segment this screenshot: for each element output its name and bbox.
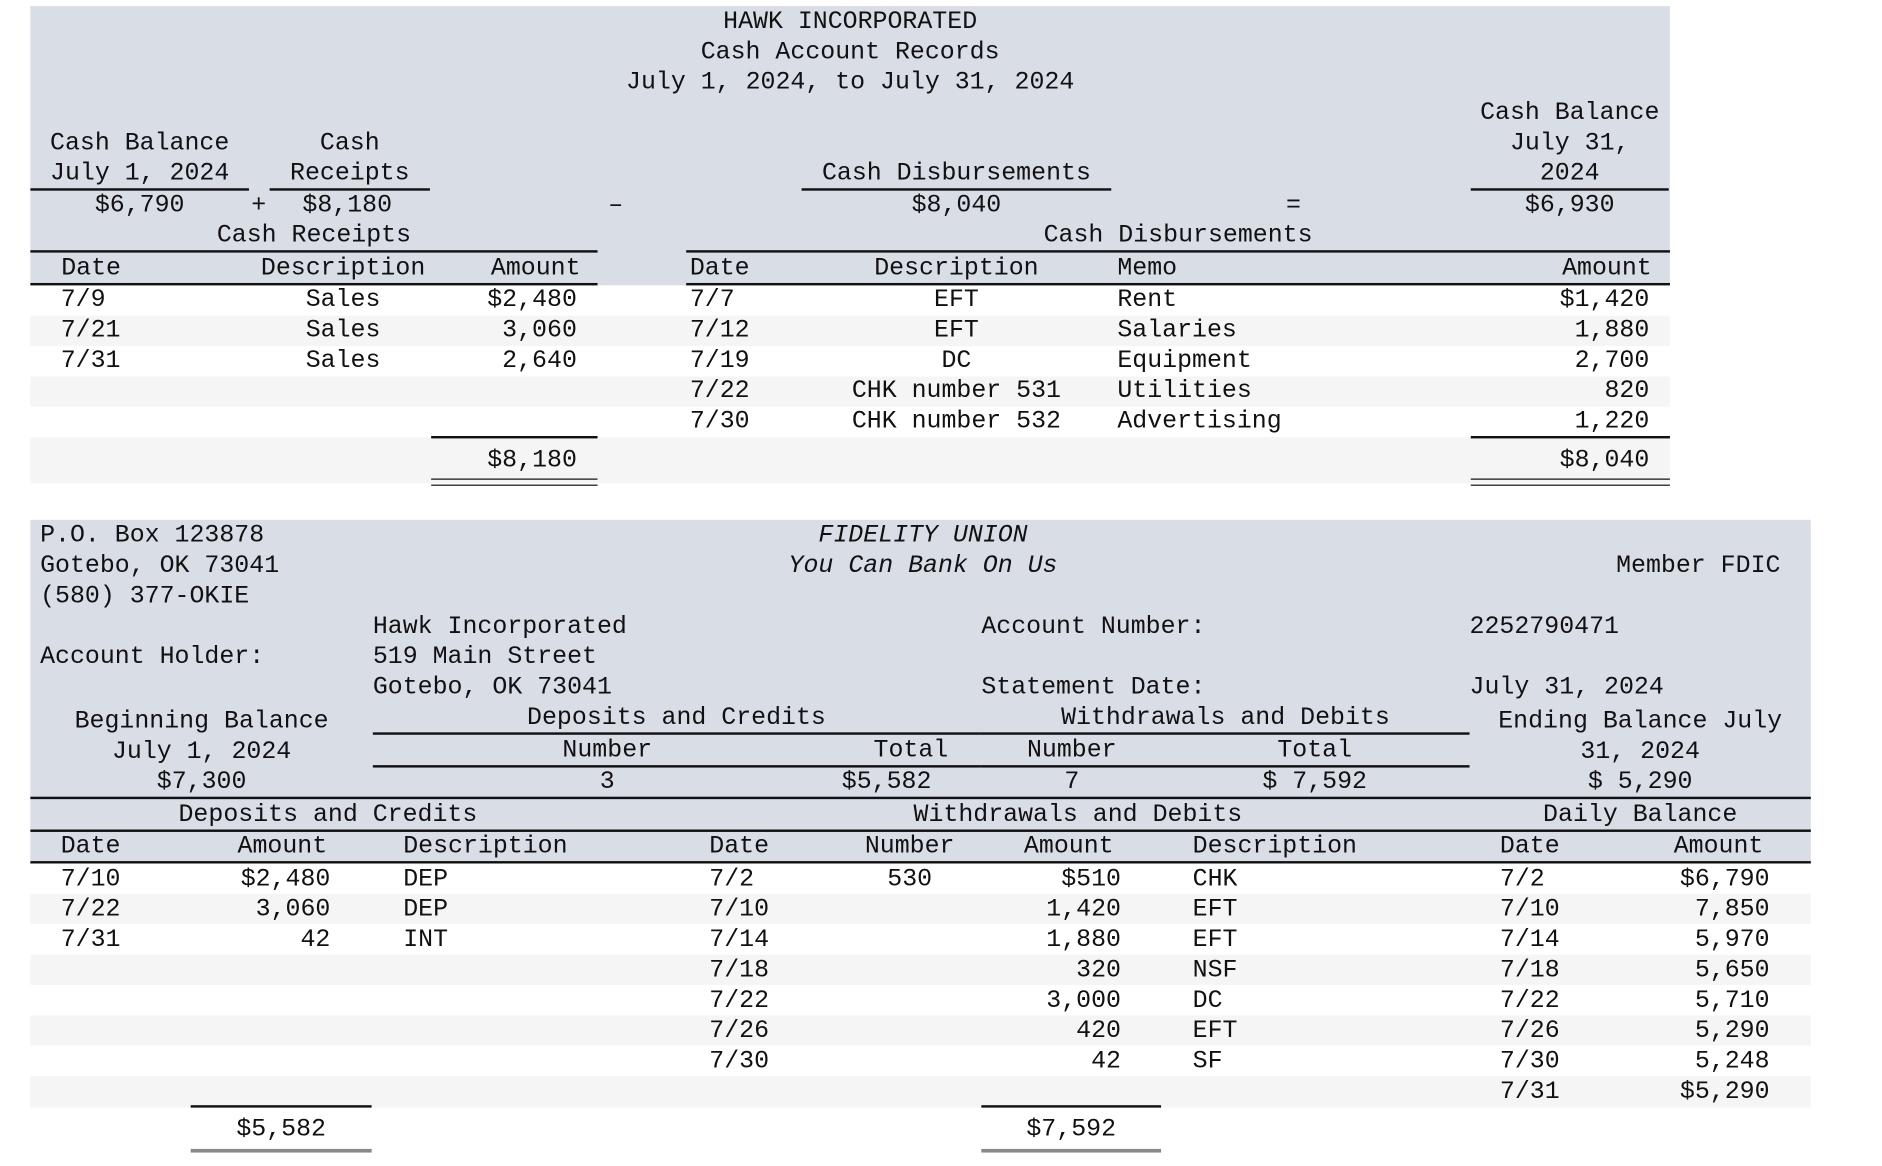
summary-withdrawals-title: Withdrawals and Debits (1061, 704, 1390, 733)
underline (686, 283, 1670, 285)
underline (373, 765, 980, 767)
withdrawal-amount: 1,420 (1046, 896, 1121, 925)
company-name: HAWK INCORPORATED (723, 8, 978, 37)
beg-balance-date: July 1, 2024 (50, 160, 230, 189)
withdrawal-date: 7/18 (709, 957, 770, 985)
receipt-amount: 2,640 (502, 347, 577, 376)
withdrawal-date: 7/26 (709, 1017, 770, 1046)
end-balance-label: Cash Balance (1480, 99, 1660, 128)
receipt-amount: 3,060 (502, 316, 577, 345)
deposit-description: DEP (403, 896, 449, 925)
receipt-description: Sales (305, 286, 381, 315)
end-balance-value: $6,930 (1524, 191, 1615, 220)
underline (980, 732, 1469, 734)
plus-sign: + (251, 191, 267, 220)
disbursements-total: $8,040 (1559, 446, 1650, 475)
minus-sign: – (608, 191, 624, 220)
deposits-total: $5,582 (841, 768, 932, 797)
underline (686, 250, 1670, 252)
withdrawal-description: DC (1192, 987, 1223, 1016)
deposit-date: 7/10 (60, 865, 121, 894)
withdrawals-total: $7,592 (1026, 1116, 1117, 1145)
daily-amount: $5,290 (1679, 1078, 1770, 1107)
disb-amount: $1,420 (1559, 286, 1650, 315)
deposit-amount: 3,060 (255, 896, 331, 925)
disb-date: 7/30 (689, 408, 750, 437)
disb-date: 7/12 (689, 316, 750, 345)
total-line (431, 436, 597, 438)
ending-balance-date: 31, 2024 (1580, 738, 1700, 767)
underline (802, 188, 1112, 190)
section-divider (30, 797, 1810, 799)
receipts-value: $8,180 (302, 191, 393, 220)
withdrawal-description: CHK (1192, 865, 1238, 894)
disb-memo: Rent (1117, 286, 1178, 315)
withdrawal-description: SF (1192, 1048, 1223, 1077)
withdrawals-header-date: Date (709, 833, 770, 862)
underline (30, 250, 597, 252)
disb-date: 7/7 (689, 286, 735, 315)
withdrawals-number: 7 (1064, 768, 1080, 797)
receipts-header-description: Description (260, 255, 426, 283)
disb-description: EFT (934, 316, 979, 345)
disb-memo: Salaries (1117, 316, 1237, 345)
beg-balance-label: Cash Balance (50, 129, 230, 158)
deposits-total-label: Total (873, 737, 949, 766)
underline (270, 188, 430, 190)
receipts-label-2: Receipts (289, 160, 410, 189)
daily-date: 7/2 (1499, 865, 1545, 894)
equals-sign: = (1285, 191, 1301, 220)
withdrawal-description: EFT (1192, 896, 1238, 925)
bank-address-line: P.O. Box 123878 (40, 522, 265, 551)
withdrawals-header-number: Number (864, 833, 955, 862)
withdrawal-description: NSF (1192, 957, 1238, 985)
disb-header-description: Description (874, 255, 1039, 283)
daily-amount: $6,790 (1679, 865, 1770, 894)
bank-address-line: Gotebo, OK 73041 (40, 552, 280, 581)
receipts-header-date: Date (61, 255, 121, 283)
disb-memo: Advertising (1117, 408, 1282, 437)
total-line (1471, 436, 1670, 438)
daily-amount: 5,970 (1694, 926, 1770, 955)
underline (980, 765, 1469, 767)
daily-header-amount: Amount (1673, 833, 1764, 862)
deposits-title: Deposits and Credits (178, 801, 478, 830)
withdrawal-amount: 3,000 (1046, 987, 1121, 1016)
daily-date: 7/30 (1499, 1048, 1560, 1077)
deposit-description: INT (403, 926, 449, 955)
disb-header-date: Date (689, 255, 750, 283)
daily-date: 7/18 (1499, 957, 1560, 985)
cash-disbursements-title: Cash Disbursements (1043, 222, 1313, 251)
disb-memo: Equipment (1117, 347, 1252, 376)
receipt-date: 7/31 (60, 347, 121, 376)
daily-amount: 5,710 (1694, 987, 1770, 1016)
daily-amount: 7,850 (1694, 896, 1770, 925)
daily-date: 7/22 (1499, 987, 1560, 1016)
daily-date: 7/31 (1499, 1078, 1560, 1107)
deposits-number: 3 (599, 768, 615, 797)
withdrawal-date: 7/22 (709, 987, 770, 1016)
disb-date: 7/19 (689, 347, 750, 376)
withdrawals-number-label: Number (1026, 737, 1117, 766)
member-fdic: Member FDIC (1616, 552, 1781, 581)
disb-amount: 1,220 (1574, 408, 1650, 437)
deposits-header-date: Date (60, 833, 121, 862)
ending-balance-value: $ 5,290 (1587, 768, 1693, 797)
bank-slogan: You Can Bank On Us (788, 552, 1058, 581)
withdrawal-description: EFT (1192, 926, 1238, 955)
deposit-description: DEP (403, 865, 449, 894)
bank-phone: (580) 377-OKIE (40, 582, 250, 611)
deposit-amount: $2,480 (240, 865, 331, 894)
daily-date: 7/10 (1499, 896, 1560, 925)
receipt-description: Sales (305, 316, 381, 345)
withdrawal-amount: 42 (1091, 1048, 1121, 1077)
disb-memo: Utilities (1117, 377, 1252, 406)
disb-description: DC (941, 347, 972, 376)
account-number: 2252790471 (1469, 613, 1619, 642)
statement-date-label: Statement Date: (981, 674, 1206, 702)
holder-street: 519 Main Street (372, 643, 597, 672)
withdrawals-header-amount: Amount (1023, 833, 1114, 862)
daily-amount: 5,248 (1694, 1048, 1770, 1077)
daily-balance-title: Daily Balance (1543, 801, 1738, 830)
withdrawal-amount: 420 (1076, 1017, 1121, 1046)
deposit-amount: 42 (300, 926, 331, 955)
end-balance-year: 2024 (1539, 160, 1600, 189)
disb-description: CHK number 532 (851, 408, 1061, 437)
end-balance-date: July 31, (1509, 129, 1630, 158)
withdrawals-title: Withdrawals and Debits (913, 801, 1243, 830)
daily-header-date: Date (1499, 833, 1560, 862)
withdrawals-total: $ 7,592 (1262, 768, 1367, 797)
receipt-date: 7/21 (60, 316, 121, 345)
holder-city: Gotebo, OK 73041 (372, 674, 612, 702)
deposits-header-description: Description (403, 833, 568, 862)
disb-amount: 820 (1604, 377, 1650, 406)
summary-deposits-title: Deposits and Credits (527, 704, 826, 733)
double-underline (1471, 479, 1670, 486)
account-holder-label: Account Holder: (40, 643, 265, 672)
disb-amount: 2,700 (1574, 347, 1650, 376)
records-period: July 1, 2024, to July 31, 2024 (626, 69, 1075, 98)
withdrawals-total-label: Total (1277, 737, 1353, 766)
withdrawal-amount: 320 (1076, 957, 1121, 985)
disbursements-label: Cash Disbursements (821, 160, 1091, 189)
deposit-date: 7/22 (60, 896, 121, 925)
withdrawal-number: 530 (887, 865, 933, 894)
statement-date: July 31, 2024 (1469, 674, 1664, 702)
total-underline (191, 1149, 372, 1153)
deposits-total: $5,582 (236, 1116, 326, 1145)
receipt-description: Sales (305, 347, 381, 376)
underline (30, 283, 597, 285)
records-title: Cash Account Records (700, 38, 1000, 67)
disb-header-memo: Memo (1117, 255, 1178, 283)
total-line (191, 1105, 372, 1107)
receipts-total: $8,180 (487, 446, 577, 475)
holder-name: Hawk Incorporated (372, 613, 627, 642)
beginning-balance-value: $7,300 (156, 768, 247, 797)
double-underline (431, 479, 597, 486)
underline (30, 861, 1810, 863)
receipts-label: Cash (319, 129, 380, 158)
withdrawal-date: 7/10 (709, 896, 770, 925)
withdrawal-amount: 1,880 (1046, 926, 1121, 955)
account-number-label: Account Number: (981, 613, 1206, 642)
disb-header-amount: Amount (1562, 255, 1652, 283)
withdrawals-header-description: Description (1192, 833, 1357, 862)
deposits-number-label: Number (562, 737, 653, 766)
underline (373, 732, 980, 734)
withdrawal-amount: $510 (1061, 865, 1121, 894)
receipts-header-amount: Amount (490, 255, 581, 283)
total-underline (981, 1149, 1161, 1153)
withdrawal-date: 7/14 (709, 926, 770, 955)
beg-balance-value: $6,790 (94, 191, 185, 220)
ending-balance-label: Ending Balance July (1498, 708, 1783, 736)
daily-amount: 5,290 (1694, 1017, 1770, 1046)
withdrawal-date: 7/2 (709, 865, 755, 894)
disbursements-value: $8,040 (911, 191, 1002, 220)
beginning-balance-label: Beginning Balance (74, 708, 329, 736)
underline (30, 830, 1810, 832)
daily-date: 7/26 (1499, 1017, 1560, 1046)
withdrawal-description: EFT (1192, 1017, 1238, 1046)
receipt-date: 7/9 (60, 286, 106, 315)
disb-description: EFT (934, 286, 979, 315)
disb-date: 7/22 (689, 377, 750, 406)
beginning-balance-date: July 1, 2024 (111, 738, 292, 767)
receipt-amount: $2,480 (487, 286, 577, 315)
disb-description: CHK number 531 (851, 377, 1061, 406)
cash-receipts-title: Cash Receipts (216, 222, 412, 251)
row-bg (30, 437, 1670, 483)
deposits-header-amount: Amount (237, 833, 328, 862)
disb-amount: 1,880 (1574, 316, 1650, 345)
underline (30, 188, 249, 190)
daily-date: 7/14 (1499, 926, 1560, 955)
bank-name: FIDELITY UNION (818, 522, 1028, 551)
underline (1471, 188, 1669, 190)
withdrawal-date: 7/30 (709, 1048, 770, 1077)
daily-amount: 5,650 (1694, 957, 1770, 985)
total-line (981, 1105, 1161, 1107)
deposit-date: 7/31 (60, 926, 121, 955)
